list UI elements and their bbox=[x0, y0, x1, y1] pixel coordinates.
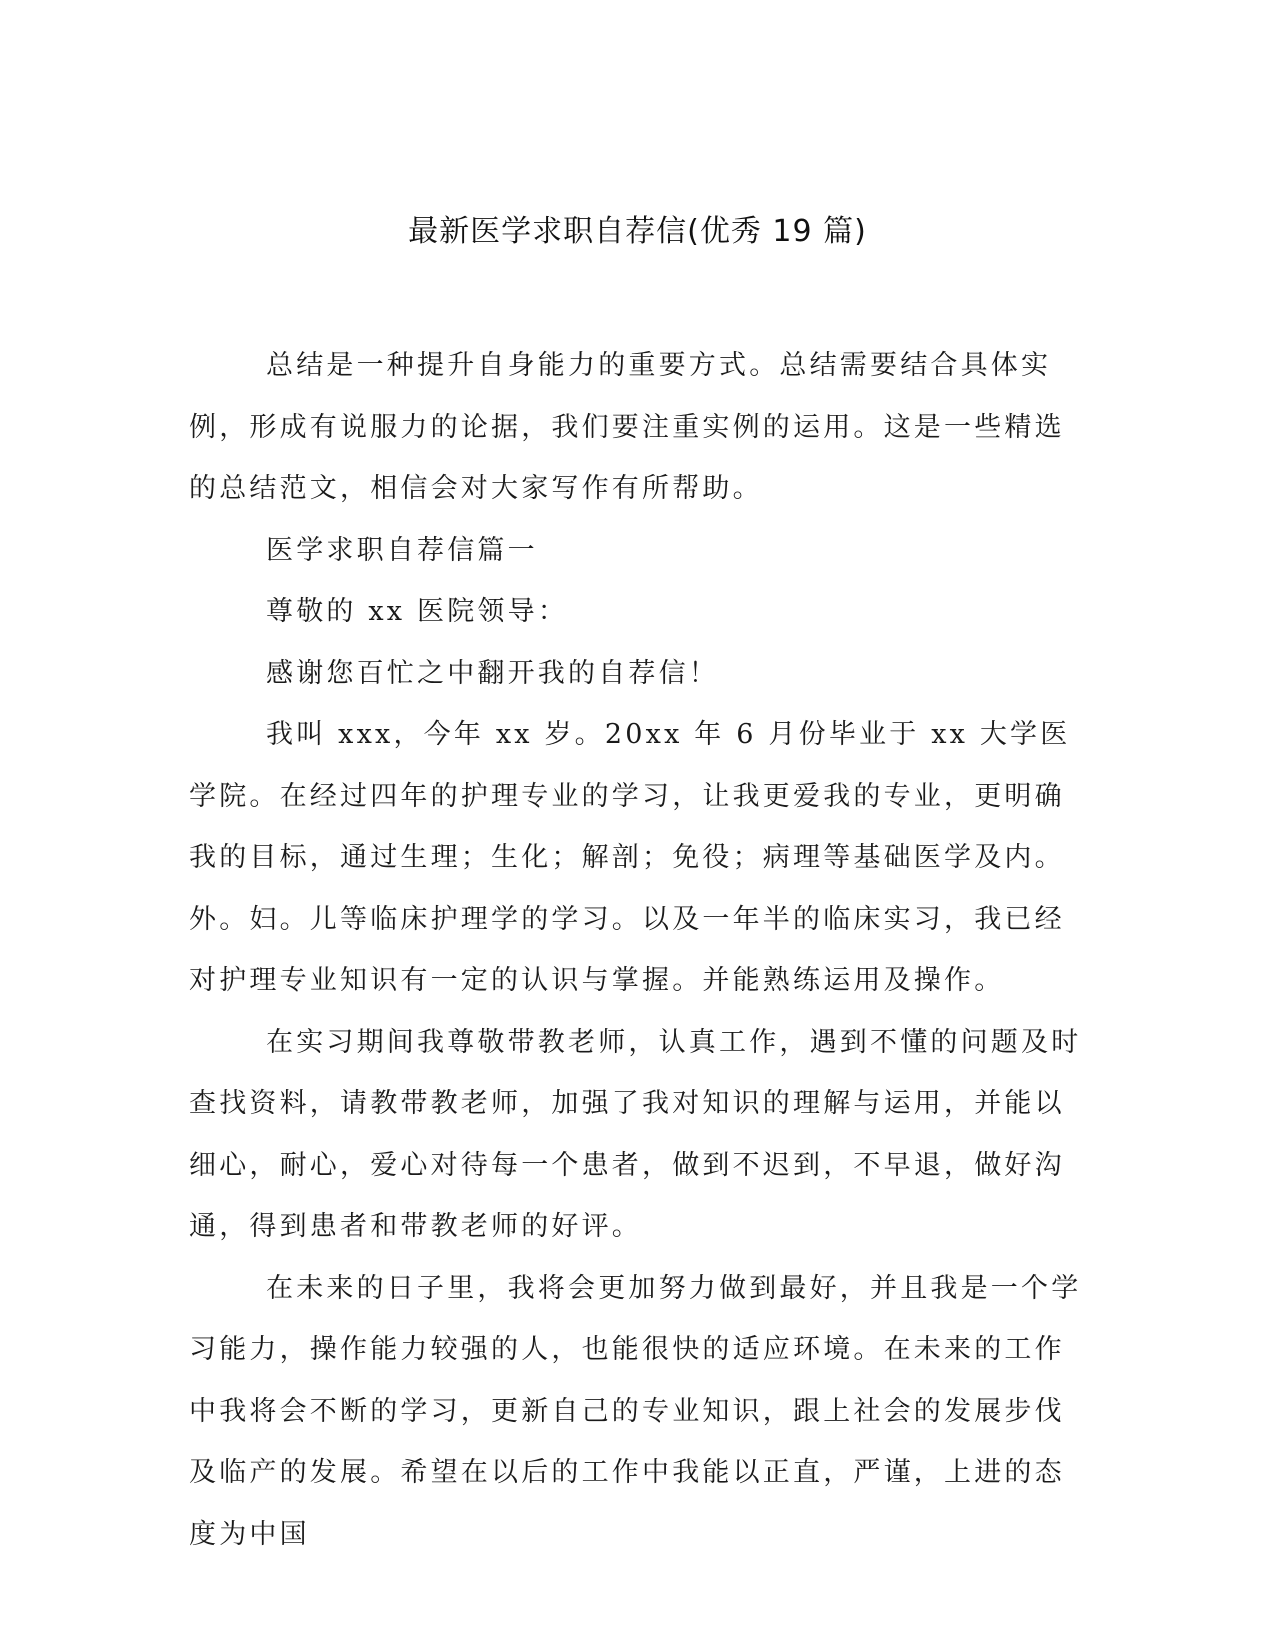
body-paragraph: 在未来的日子里，我将会更加努力做到最好，并且我是一个学习能力，操作能力较强的人，也能很快的适应环境。在未来的工作中我将会不断的学习，更新自己的专业知识，跟上社会的发展步伐及临产的发展。希望在以后的工作中我能以正直，严谨，上进的态度为中国 bbox=[189, 1272, 1082, 1550]
greeting-line: 感谢您百忙之中翻开我的自荐信！ bbox=[266, 657, 719, 689]
document-title: 最新医学求职自荐信(优秀 19 篇) bbox=[408, 214, 867, 249]
intro-paragraph: 总结是一种提升自身能力的重要方式。总结需要结合具体实例，形成有说服力的论据，我们要注重实例的运用。这是一些精选的总结范文，相信会对大家写作有所帮助。 bbox=[189, 350, 1065, 504]
salutation: 尊敬的 xx 医院领导： bbox=[266, 596, 569, 627]
section-heading: 医学求职自荐信篇一 bbox=[266, 534, 538, 566]
body-paragraph: 在实习期间我尊敬带教老师，认真工作，遇到不懂的问题及时查找资料，请教带教老师，加强了我对知识的理解与运用，并能以细心，耐心，爱心对待每一个患者，做到不迟到，不早退，做好沟通，得到患者和带教老师的好评。 bbox=[189, 1026, 1082, 1242]
document-body bbox=[189, 335, 1089, 1565]
body-paragraph: 我叫 xxx，今年 xx 岁。20xx 年 6 月份毕业于 xx 大学医学院。在经过四年的护理专业的学习，让我更爱我的专业，更明确我的目标，通过生理；生化；解剖；免役；病理等基础医学及内。外。妇。儿等临床护理学的学习。以及一年半的临床实习，我已经对护理专业知识有一定的认识与掌握。并能熟练运用及操作。 bbox=[189, 719, 1071, 996]
